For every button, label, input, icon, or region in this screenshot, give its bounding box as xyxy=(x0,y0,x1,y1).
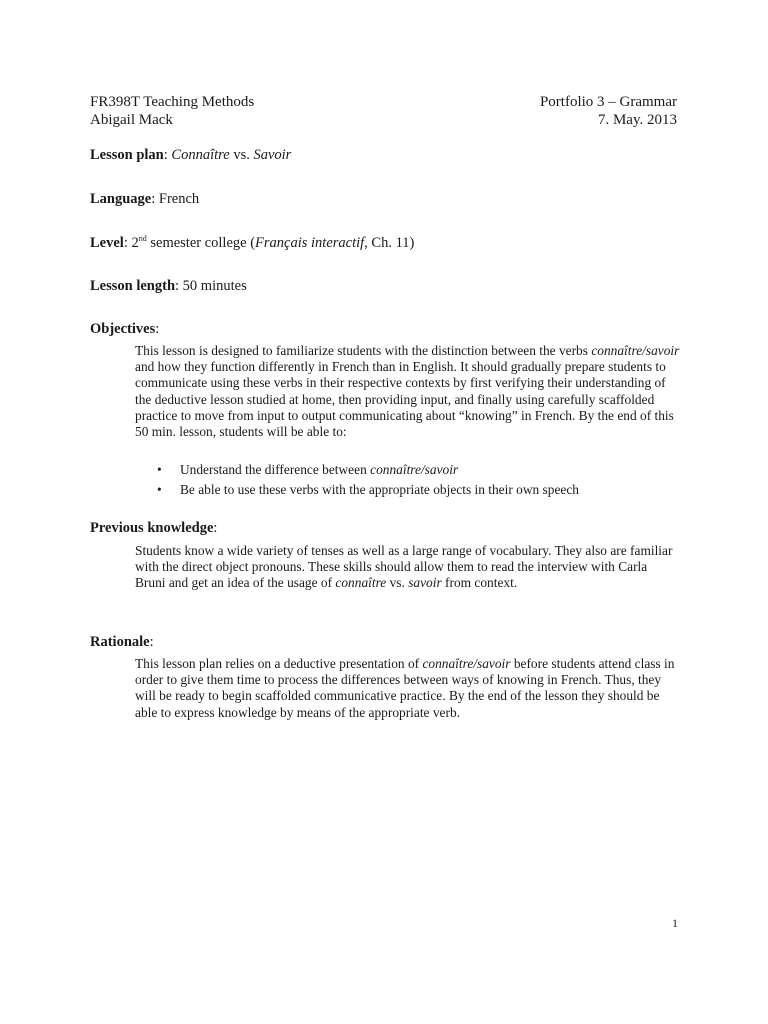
lesson-plan-label: Lesson plan xyxy=(90,147,164,163)
lesson-plan-verb2: Savoir xyxy=(253,147,292,163)
rationale-verbs: connaître/savoir xyxy=(422,656,511,671)
previous-knowledge-paragraph xyxy=(135,543,680,592)
objectives-text-rest: and how they function differently in French than in English. It should gradually prepare students to communicate using these verbs in their respective contexts by first verifying their understanding of the deductive lesson studied at home, then providing input, and finally using carefully scaffolded practice to move from input to output communicating about “knowing” in French. By the end of this 50 min. lesson, students will be able to: xyxy=(135,359,674,440)
level-ordinal: nd xyxy=(138,234,147,244)
pk-verb1: connaître xyxy=(335,575,387,591)
rationale-label: Rationale xyxy=(90,634,150,650)
rationale-paragraph xyxy=(135,656,680,721)
page-number: 1 xyxy=(672,916,678,930)
level-label: Level xyxy=(90,235,124,251)
rationale-text-start: This lesson plan relies on a deductive presentation of xyxy=(135,656,423,671)
lesson-length-field: Lesson length: 50 minutes xyxy=(90,278,247,294)
pk-vs: vs. xyxy=(386,575,409,591)
lesson-plan-verb1: Connaître xyxy=(171,147,230,163)
pk-text-start: Students know a wide variety of tenses as well as a large range of vocabulary. They also are familiar with the direct object pronouns. These skills should allow them to read the interview with Carla Bruni and get an idea of the usage of xyxy=(135,543,673,591)
level-num: 2 xyxy=(131,235,139,251)
objectives-list xyxy=(135,460,680,499)
header-row-1 xyxy=(90,93,677,111)
bullet2-text: Be able to use these verbs with the appropriate objects in their own speech xyxy=(180,481,579,497)
level-textbook: Français interactif xyxy=(255,235,365,251)
previous-knowledge-label: Previous knowledge xyxy=(90,520,214,536)
language-label: Language xyxy=(90,191,152,207)
objectives-verbs: connaître/savoir xyxy=(591,343,680,358)
lesson-length-label: Lesson length xyxy=(90,278,176,294)
list-item xyxy=(135,480,680,500)
header-row-2 xyxy=(90,111,677,129)
rationale-heading: Rationale: xyxy=(90,634,154,650)
bullet1-text: Understand the difference between xyxy=(180,462,371,477)
level-chapter: , Ch. 11) xyxy=(364,235,415,251)
language-field: Language: French xyxy=(90,191,200,207)
level-field: Level: 2nd semester college (Français interactif, Ch. 11) xyxy=(90,234,415,251)
bullet1-verbs: connaître/savoir xyxy=(370,462,459,477)
lesson-length-value: 50 minutes xyxy=(182,278,247,294)
objectives-paragraph xyxy=(135,343,680,440)
portfolio-title: Portfolio 3 – Grammar xyxy=(539,94,677,110)
level-mid: semester college ( xyxy=(146,235,256,251)
pk-text-end: from context. xyxy=(441,575,518,591)
course-title: FR398T Teaching Methods xyxy=(90,94,255,110)
author-name: Abigail Mack xyxy=(90,112,173,128)
rationale-text-rest: before students attend class in order to give them time to process the differences between ways of knowing in French. Thus, they will be ready to begin scaffolded communicative practice. By the end of the lesson they should be able to express knowledge by means of the appropriate verb. xyxy=(135,656,675,720)
lesson-plan-field: Lesson plan: Connaître vs. Savoir xyxy=(90,147,292,163)
objectives-label: Objectives xyxy=(90,321,156,337)
pk-verb2: savoir xyxy=(408,575,442,591)
objectives-heading: Objectives: xyxy=(90,321,160,337)
language-value: French xyxy=(158,191,200,207)
previous-knowledge-heading: Previous knowledge: xyxy=(90,520,218,536)
lesson-plan-vs: vs. xyxy=(229,147,254,163)
list-item xyxy=(135,460,680,480)
document-date: 7. May. 2013 xyxy=(597,112,677,128)
objectives-text-start: This lesson is designed to familiarize students with the distinction between the verbs xyxy=(135,343,592,358)
